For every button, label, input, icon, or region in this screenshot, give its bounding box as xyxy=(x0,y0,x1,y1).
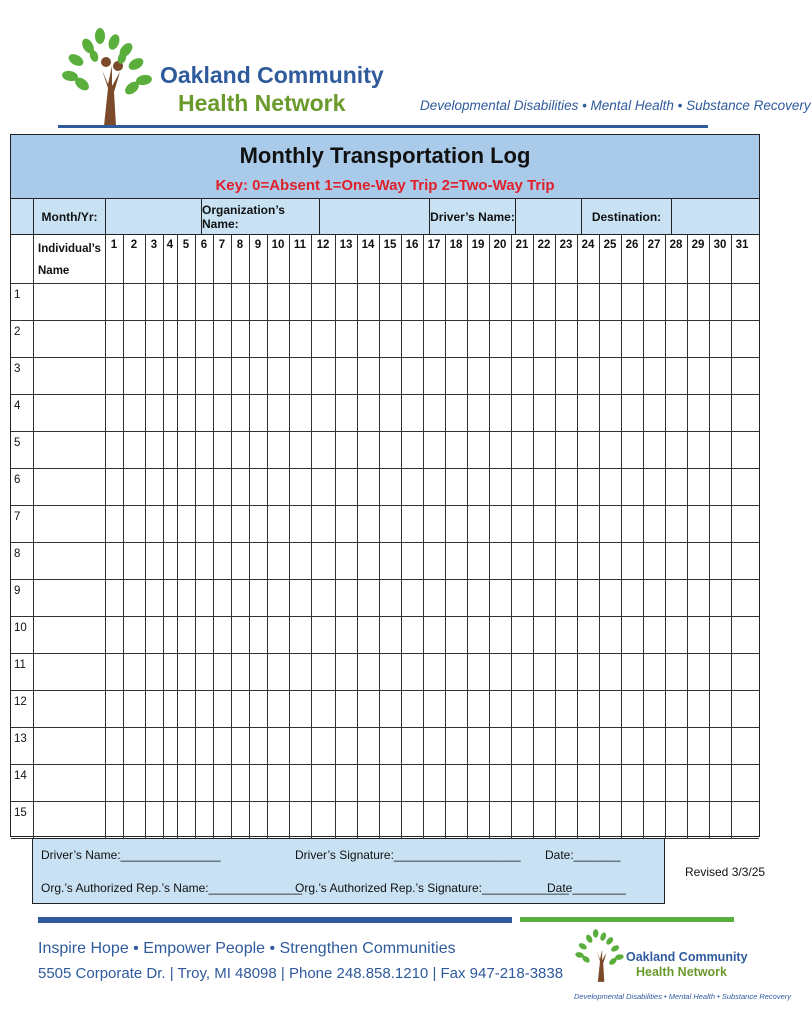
logo-tree-icon xyxy=(56,26,160,130)
grid-line xyxy=(289,235,290,838)
driver-name-label: Driver’s Name: xyxy=(429,199,515,234)
grid-line xyxy=(533,235,534,838)
day-header-20: 20 xyxy=(493,239,507,251)
day-header-25: 25 xyxy=(603,239,617,251)
form-title: Monthly Transportation Log xyxy=(239,143,531,168)
grid-line xyxy=(511,235,512,838)
date-line-1[interactable]: Date:_______ xyxy=(545,848,621,862)
day-header-29: 29 xyxy=(691,239,705,251)
grid-line xyxy=(11,431,759,432)
footer-logo-tagline: Developmental Disabilities • Mental Health • Substance Recovery xyxy=(574,992,792,1001)
footer-rule-blue xyxy=(38,917,512,923)
grid-line xyxy=(145,235,146,838)
day-header-18: 18 xyxy=(449,239,463,251)
grid-line xyxy=(11,394,759,395)
footer-logo-name-line1: Oakland Community xyxy=(626,950,748,964)
signature-box xyxy=(32,838,665,904)
row-number: 13 xyxy=(14,733,27,745)
row-number: 3 xyxy=(14,363,21,375)
day-header-14: 14 xyxy=(361,239,375,251)
grid-line xyxy=(11,505,759,506)
row-number: 8 xyxy=(14,548,21,560)
grid-line xyxy=(11,542,759,543)
row-number: 4 xyxy=(14,400,21,412)
grid-line xyxy=(423,235,424,838)
row-number: 2 xyxy=(14,326,21,338)
month-yr-field[interactable] xyxy=(105,199,201,234)
grid-line xyxy=(177,235,178,838)
organization-field[interactable] xyxy=(319,199,429,234)
day-header-6: 6 xyxy=(200,239,208,251)
row-number: 15 xyxy=(14,807,27,819)
grid-line xyxy=(621,235,622,838)
footer-slogan: Inspire Hope • Empower People • Strengthen Communities xyxy=(38,940,456,957)
grid-line xyxy=(357,235,358,838)
grid-line xyxy=(195,235,196,838)
info-row xyxy=(11,199,759,235)
day-header-16: 16 xyxy=(405,239,419,251)
grid-line xyxy=(11,727,759,728)
grid-line xyxy=(123,235,124,838)
day-header-22: 22 xyxy=(537,239,551,251)
title-band xyxy=(11,135,759,199)
grid-line xyxy=(401,235,402,838)
day-header-11: 11 xyxy=(293,239,307,251)
day-header-12: 12 xyxy=(316,239,330,251)
footer-address: 5505 Corporate Dr. | Troy, MI 48098 | Phone 248.858.1210 | Fax 947-218-3838 xyxy=(38,965,564,982)
day-header-24: 24 xyxy=(581,239,595,251)
row-number: 7 xyxy=(14,511,21,523)
footer-logo-tree-icon xyxy=(572,928,628,984)
date-line-2[interactable]: Date________ xyxy=(547,881,626,895)
destination-label: Destination: xyxy=(581,199,671,234)
grid-line xyxy=(105,235,106,838)
grid-line xyxy=(643,235,644,838)
driver-name-line[interactable]: Driver’s Name:_______________ xyxy=(41,848,221,862)
day-header-27: 27 xyxy=(647,239,661,251)
row-number: 14 xyxy=(14,770,27,782)
grid-line xyxy=(11,653,759,654)
info-row-spacer xyxy=(11,199,33,234)
grid-line xyxy=(11,690,759,691)
month-yr-label: Month/Yr: xyxy=(33,199,105,234)
day-header-5: 5 xyxy=(182,239,190,251)
day-header-28: 28 xyxy=(669,239,683,251)
day-header-21: 21 xyxy=(515,239,529,251)
grid-line xyxy=(249,235,250,838)
day-header-10: 10 xyxy=(271,239,285,251)
grid-line xyxy=(11,357,759,358)
grid-line xyxy=(213,235,214,838)
day-header-30: 30 xyxy=(713,239,727,251)
row-number: 12 xyxy=(14,696,27,708)
driver-signature-line[interactable]: Driver’s Signature:___________________ xyxy=(295,848,521,862)
logo-name-line1: Oakland Community xyxy=(160,62,384,88)
attendance-key: Key: 0=Absent 1=One-Way Trip 2=Two-Way Trip xyxy=(215,177,555,194)
grid-line xyxy=(665,235,666,838)
grid-line xyxy=(11,283,759,284)
grid-line xyxy=(11,579,759,580)
grid-line xyxy=(555,235,556,838)
grid-line xyxy=(335,235,336,838)
row-number: 1 xyxy=(14,289,21,301)
grid-line xyxy=(11,616,759,617)
grid-line xyxy=(33,235,34,838)
grid-line xyxy=(11,468,759,469)
grid-line xyxy=(231,235,232,838)
day-header-8: 8 xyxy=(236,239,244,251)
grid-line xyxy=(599,235,600,838)
header-divider xyxy=(58,125,708,128)
grid-line xyxy=(709,235,710,838)
day-header-1: 1 xyxy=(110,239,118,251)
grid-line xyxy=(267,235,268,838)
day-header-23: 23 xyxy=(559,239,573,251)
day-header-9: 9 xyxy=(254,239,262,251)
row-number: 9 xyxy=(14,585,21,597)
grid-line xyxy=(11,320,759,321)
driver-name-field[interactable] xyxy=(515,199,581,234)
row-number: 11 xyxy=(14,659,26,671)
org-rep-name-line[interactable]: Org.’s Authorized Rep.’s Name:______________ xyxy=(41,881,303,895)
day-header-7: 7 xyxy=(218,239,226,251)
day-header-2: 2 xyxy=(130,239,138,251)
row-number: 10 xyxy=(14,622,27,634)
footer-rule-green xyxy=(520,917,734,922)
grid-line xyxy=(379,235,380,838)
organization-label: Organization’s Name: xyxy=(201,199,319,234)
grid-line xyxy=(311,235,312,838)
revised-date: Revised 3/3/25 xyxy=(685,865,766,879)
day-header-26: 26 xyxy=(625,239,639,251)
header-tagline: Developmental Disabilities • Mental Health • Substance Recovery xyxy=(420,98,811,113)
day-header-13: 13 xyxy=(339,239,353,251)
day-header-31: 31 xyxy=(735,239,749,251)
grid-line xyxy=(489,235,490,838)
day-header-15: 15 xyxy=(383,239,397,251)
org-rep-signature-line[interactable]: Org.’s Authorized Rep.’s Signature:_____________ xyxy=(295,881,569,895)
grid-line xyxy=(11,764,759,765)
destination-field[interactable] xyxy=(671,199,759,234)
day-header-17: 17 xyxy=(427,239,441,251)
grid-line xyxy=(11,801,759,802)
day-header-3: 3 xyxy=(150,239,158,251)
day-header-4: 4 xyxy=(166,239,174,251)
grid-line xyxy=(687,235,688,838)
row-number: 5 xyxy=(14,437,21,449)
footer-logo-name-line2: Health Network xyxy=(636,965,727,979)
grid-line xyxy=(163,235,164,838)
day-header-19: 19 xyxy=(471,239,485,251)
individual-name-header: Individual’s Name xyxy=(38,243,101,277)
grid-line xyxy=(731,235,732,838)
transportation-log-form xyxy=(10,134,760,837)
logo-name-line2: Health Network xyxy=(178,90,346,116)
grid-line xyxy=(577,235,578,838)
grid-line xyxy=(445,235,446,838)
row-number: 6 xyxy=(14,474,21,486)
grid-line xyxy=(467,235,468,838)
